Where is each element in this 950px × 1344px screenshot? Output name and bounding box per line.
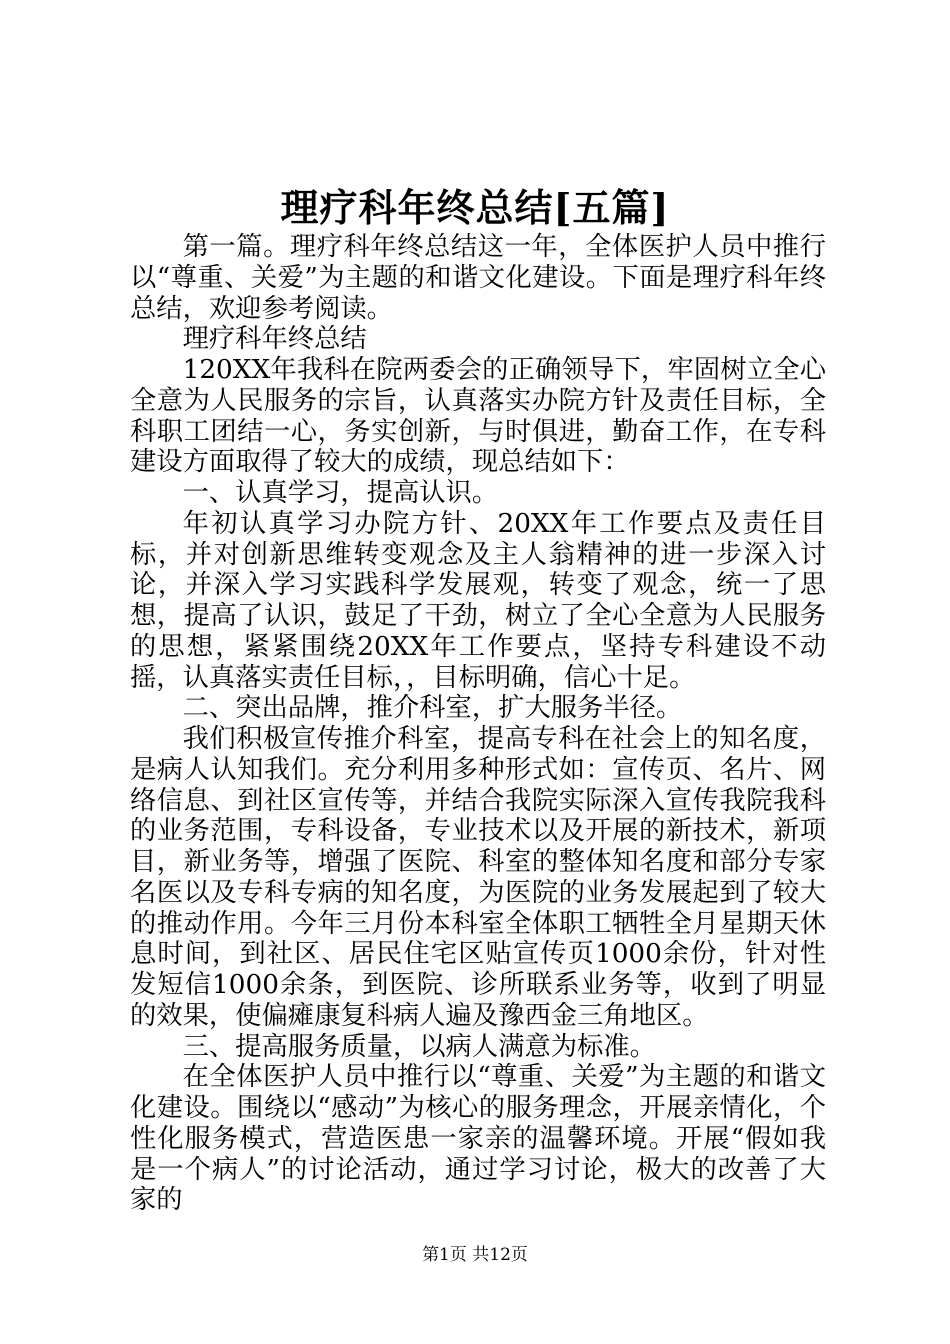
paragraph-section-2: 我们积极宣传推介科室，提高专科在社会上的知名度，是病人认知我们。充分利用多种形式如：宣传页、名片、网络信息、到社区宣传等，并结合我院实际深入宣传我院我科的业务范围，专科设备，专业技术以及开展的新技术，新项目，新业务等，增强了医院、科室的整体知名度和部分专家名医以及专科专病的知名度，为医院的业务发展起到了较大的推动作用。今年三月份本科室全体职工牺牲全月星期天休息时间，到社区、居民住宅区贴宣传页1000余份，针对性发短信1000余条，到医院、诊所联系业务等，收到了明显的效果，使偏瘫康复科病人遍及豫西金三角地区。 (130, 724, 826, 1031)
paragraph-intro: 第一篇。理疗科年终总结这一年，全体医护人员中推行以“尊重、关爱”为主题的和谐文化建设。下面是理疗科年终总结，欢迎参考阅读。 (130, 232, 826, 324)
paragraph-section-3: 在全体医护人员中推行以“尊重、关爱”为主题的和谐文化建设。围绕以“感动”为核心的服务理念，开展亲情化，个性化服务模式，营造医患一家亲的温馨环境。开展“假如我是一个病人”的讨论活动，通过学习讨论，极大的改善了大家的 (130, 1062, 826, 1216)
page-number-footer: 第1页 共12页 (422, 1245, 528, 1265)
document-body (130, 232, 826, 1216)
paragraph-section-1: 年初认真学习办院方针、20XX年工作要点及责任目标，并对创新思维转变观念及主人翁精神的进一步深入讨论，并深入学习实践科学发展观，转变了观念，统一了思想，提高了认识，鼓足了干劲，树立了全心全意为人民服务的思想，紧紧围绕20XX年工作要点，坚持专科建设不动摇，认真落实责任目标，，目标明确，信心十足。 (130, 508, 826, 693)
paragraph-subtitle: 理疗科年终总结 (182, 324, 367, 355)
section-heading-1: 一、认真学习，提高认识。 (182, 478, 499, 508)
paragraph-overview: 120XX年我科在院两委会的正确领导下，牢固树立全心全意为人民服务的宗旨，认真落实办院方针及责任目标，全科职工团结一心，务实创新，与时俱进，勤奋工作，在专科建设方面取得了较大的成绩，现总结如下： (130, 355, 826, 478)
document-title: 理疗科年终总结[五篇] (280, 185, 670, 230)
section-heading-3: 三、提高服务质量，以病人满意为标准。 (182, 1031, 656, 1062)
section-heading-2: 二、突出品牌，推介科室，扩大服务半径。 (182, 693, 683, 724)
